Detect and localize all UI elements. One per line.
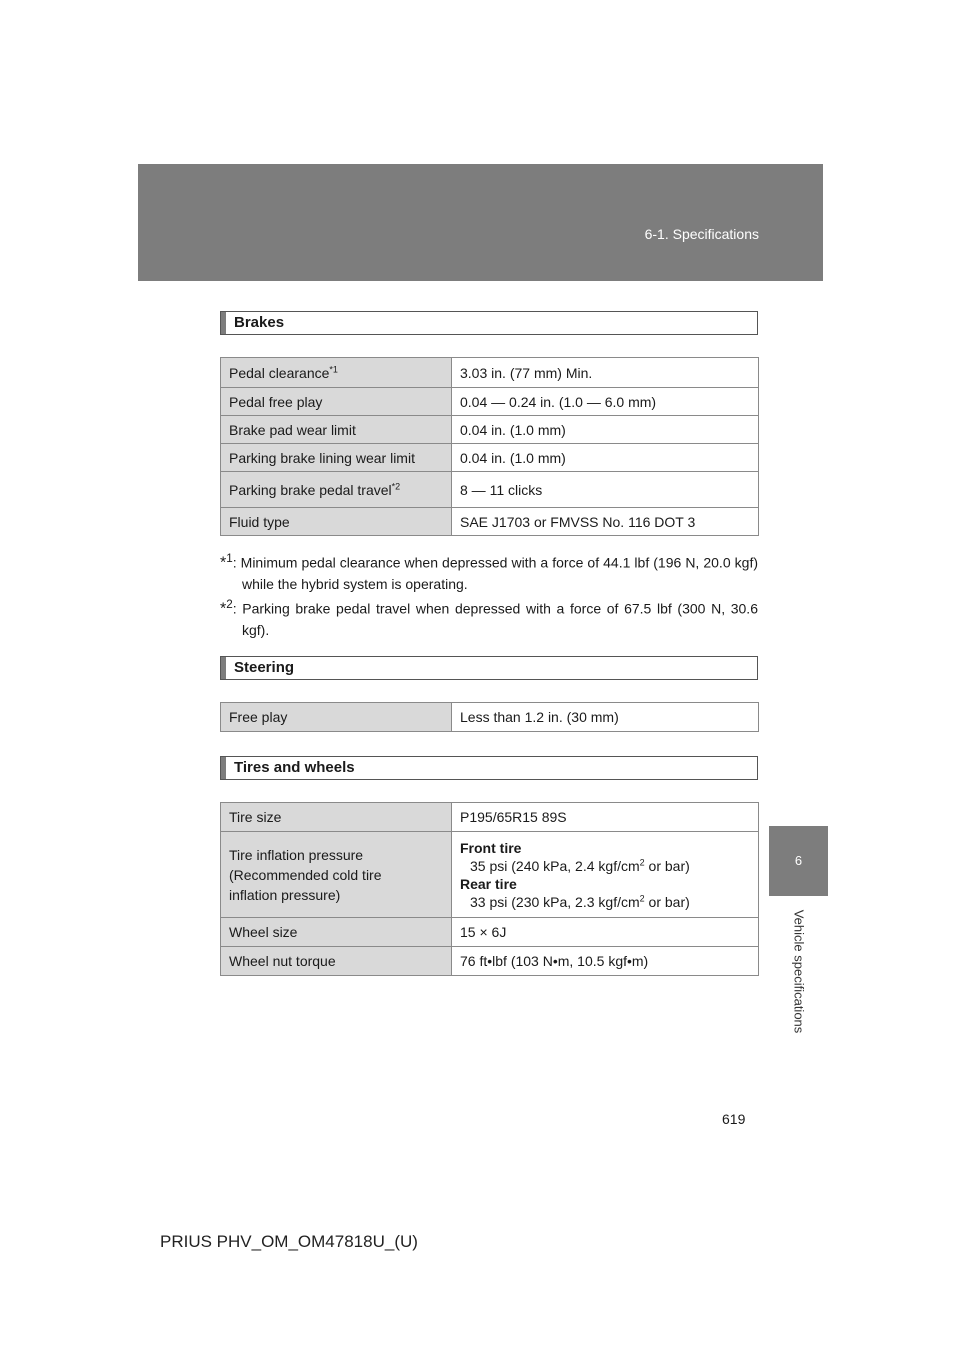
front-tire-value: 35 psi (240 kPa, 2.4 kgf/$cm^2$ or bar) <box>470 856 690 874</box>
front-tire-title: Front tire <box>460 839 522 856</box>
table-row <box>221 703 759 732</box>
row-label: Tire size <box>221 803 452 832</box>
row-label: Brake pad wear limit <box>221 416 452 444</box>
tires-heading <box>220 756 758 780</box>
row-value: SAE J1703 or FMVSS No. 116 DOT 3 <box>452 508 759 536</box>
brakes-heading-text: Brakes <box>234 314 285 331</box>
row-label: Parking brake lining wear limit <box>221 444 452 472</box>
steering-table <box>220 702 759 732</box>
document-id: PRIUS PHV_OM_OM47818U_(U) <box>160 1232 418 1251</box>
brakes-heading <box>220 311 758 335</box>
table-row <box>221 472 759 508</box>
table-row <box>221 444 759 472</box>
table-row <box>221 416 759 444</box>
rear-tire-value: 33 psi (230 kPa, 2.3 kgf/$cm^2$ or bar) <box>470 892 690 910</box>
row-value: 76 ft•lbf (103 N•m, 10.5 kgf•m) <box>452 947 759 976</box>
row-label: Free play <box>221 703 452 732</box>
row-value: 0.04 in. (1.0 mm) <box>452 416 759 444</box>
chapter-tab: 6 <box>769 826 828 896</box>
row-label: Wheel nut torque <box>221 947 452 976</box>
row-value <box>452 832 759 918</box>
table-row <box>221 803 759 832</box>
row-value: 15 × 6J <box>452 918 759 947</box>
row-value: 0.04 — 0.24 in. (1.0 — 6.0 mm) <box>452 388 759 416</box>
brakes-table <box>220 357 759 536</box>
row-value: 3.03 in. (77 mm) Min. <box>452 358 759 388</box>
row-value: 8 — 11 clicks <box>452 472 759 508</box>
table-row <box>221 918 759 947</box>
table-row <box>221 832 759 918</box>
table-row <box>221 388 759 416</box>
row-value: 0.04 in. (1.0 mm) <box>452 444 759 472</box>
table-row <box>221 947 759 976</box>
table-row <box>221 508 759 536</box>
section-title: 6-1. Specifications <box>644 226 759 242</box>
table-row <box>221 358 759 388</box>
tires-heading-text: Tires and wheels <box>234 759 355 776</box>
row-label: Tire inflation pressure (Recommended cold tire inflation pressure) <box>221 832 452 918</box>
chapter-label-text: Vehicle specifications <box>791 909 807 1033</box>
row-label: Parking brake pedal travel$^{*2}$ <box>221 472 452 508</box>
page-header-bar <box>138 164 823 281</box>
rear-tire-title: Rear tire <box>460 875 517 892</box>
footnote-1: *$^1$: Minimum pedal clearance when depressed with a force of 44.1 lbf (196 N, 20.0 kgf) while the hybrid system is operating. <box>220 552 758 592</box>
row-value: P195/65R15 89S <box>452 803 759 832</box>
page-number: 619 <box>722 1111 746 1127</box>
row-label: Wheel size <box>221 918 452 947</box>
steering-heading <box>220 656 758 680</box>
row-label: Pedal clearance$^{*1}$ <box>221 358 452 388</box>
row-label: Fluid type <box>221 508 452 536</box>
chapter-label <box>769 896 828 1046</box>
row-value: Less than 1.2 in. (30 mm) <box>452 703 759 732</box>
row-label: Pedal free play <box>221 388 452 416</box>
tires-table <box>220 802 759 976</box>
steering-heading-text: Steering <box>234 659 295 676</box>
footnote-2: *$^2$: Parking brake pedal travel when depressed with a force of 67.5 lbf (300 N, 30.6 kgf). <box>220 598 758 638</box>
